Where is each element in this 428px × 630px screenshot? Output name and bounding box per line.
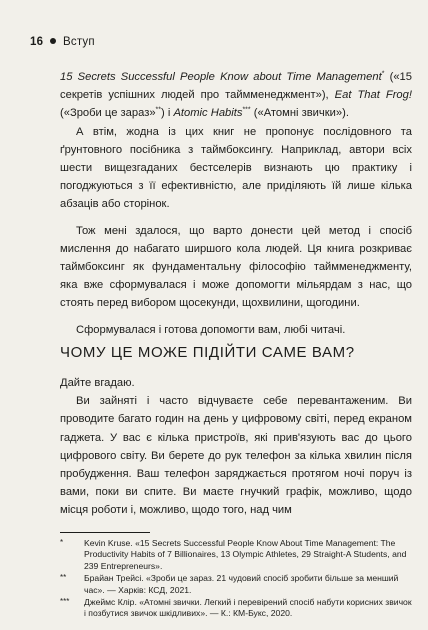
footnote-mark: * <box>60 538 64 547</box>
footnote-text: Брайан Трейсі. «Зроби це зараз. 21 чудовий спосіб зробити більше за менший час». — Харків: КСД, 2021. <box>84 573 399 595</box>
book-translation-3: («Атомні звички»). <box>250 107 349 120</box>
section-text <box>60 374 412 520</box>
footnote-item <box>60 538 412 572</box>
paragraph-busy: Ви зайняті і часто відчуваєте себе перевантаженим. Ви проводите багато годин на день у цифровому світі, перед екраном гаджета. У вас є кілька пристроїв, які прив'язують вас до цього цифрового світу. Ви берете до рук телефон за кілька хвилин після пробудження. Ваш телефон заряджається протягом ночі поруч із вами, поки ви спите. Ви маєте гнучкий графік, можливо, щодо місця роботи і, можливо, щодо того, над чим <box>60 395 412 517</box>
footnote-text: Джеймс Клір. «Атомні звички. Легкий і перевірений спосіб набути корисних звичок і позбутися звичок шкідливих». — К.: КМ-Букс, 2020. <box>84 597 412 619</box>
footnote-text: Kevin Kruse. «15 Secrets Successful People Know About Time Management: The Productivity Habits of 7 Billionaires, 13 Olympic Athletes, 29 Straight-A Students, and 239 Entrepreneurs». <box>84 538 407 571</box>
section-name: Вступ <box>63 36 95 48</box>
book-connector: ) і <box>161 107 174 120</box>
running-header <box>30 36 95 48</box>
paragraph-2: А втім, жодна із цих книг не пропонує послідовного та ґрунтовного посібника з таймбоксингу. Наприклад, автори всіх шести вищезгаданих бестселерів визнають цю практику і погоджуються з її ефективністю, але приділяють їй лише кілька абзаців або сторінок. <box>60 125 412 211</box>
footnote-ref-3: *** <box>242 106 251 114</box>
paragraph-books <box>60 68 412 123</box>
footnote-ref-1: * <box>381 70 385 78</box>
book-translation-1: («15 секретів успішних людей про таймменеджмент»), <box>60 71 413 102</box>
paragraph-4: Сформувалася і готова допомогти вам, любі читачі. <box>76 323 346 336</box>
footnote-ref-2: ** <box>155 106 161 114</box>
page-number: 16 <box>30 36 44 48</box>
book-translation-2: («Зроби це зараз» <box>60 107 156 120</box>
book-title-2: Eat That Frog! <box>334 89 412 102</box>
footnotes <box>60 538 412 621</box>
footnote-divider <box>60 532 150 533</box>
paragraph-guess: Дайте вгадаю. <box>60 377 135 389</box>
paragraph-3: Тож мені здалося, що варто донести цей метод і спосіб мислення до набагато ширшого кола людей. Ця книга розкриває таймбоксинг як фундаментальну філософію таймменеджменту, яка вже сформувалася і може допомогти мільярдам з нас, що стоять перед вибором щосекунди, щохвилини, щогодини. <box>60 224 412 310</box>
intro-text <box>60 68 412 339</box>
book-title-1: 15 Secrets Successful People Know about Time Management <box>60 71 382 83</box>
section-heading: ЧОМУ ЦЕ МОЖЕ ПІДІЙТИ САМЕ ВАМ? <box>60 344 355 361</box>
bullet-dot-icon <box>50 38 56 44</box>
footnote-item <box>60 573 412 596</box>
footnote-mark: *** <box>60 597 70 607</box>
footnote-item <box>60 597 412 620</box>
footnote-mark: ** <box>60 573 67 583</box>
book-title-3: Atomic Habits <box>173 107 243 120</box>
